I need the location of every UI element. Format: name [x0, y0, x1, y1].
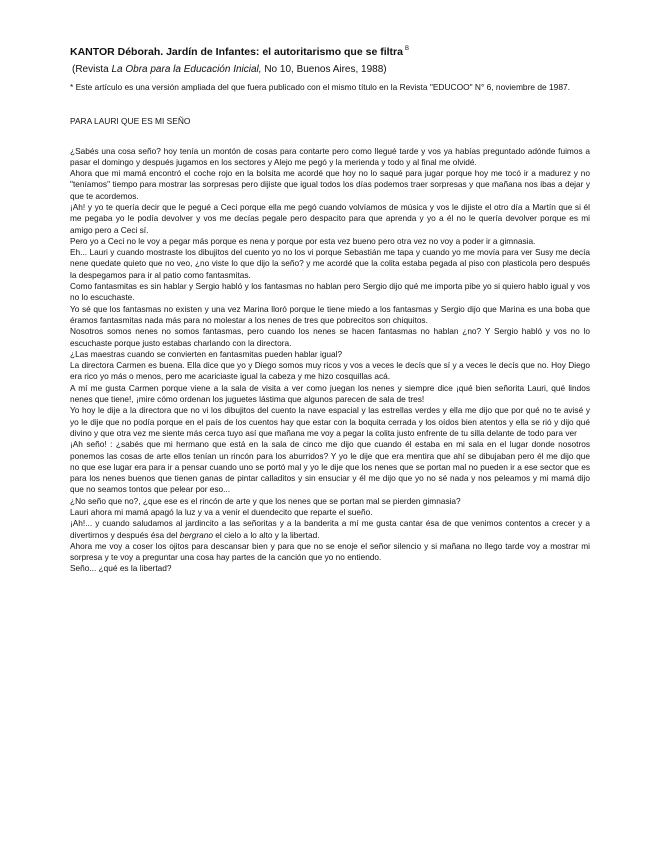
citation-journal: La Obra para la Educación Inicial,	[111, 64, 262, 75]
document-page	[70, 42, 590, 575]
title-note-mark: B	[404, 46, 409, 52]
paragraph: Yo hoy le dije a la directora que no vi los dibujitos del cuento la nave espacial y las estrellas verdes y ella me dijo que por qué no te avisé y yo le dije que no podía porque en el país de los cuentos hay que estar con la boquita cerrada y los oídos bien atentos y ella se rió y dijo qué divino y que otra vez me siente más cerca tuyo así que mañana me voy a pegar la colita justo enfrente de tu silla delante de todo para ver	[70, 405, 590, 438]
paragraph: ¿No seño que no?, ¿que ese es el rincón de arte y que los nenes que se portan mal se pierden gimnasia?	[70, 495, 461, 506]
paragraph: ¿Sabés una cosa seño? hoy tenía un montón de cosas para contarte pero como llegué tarde y vos ya habías preguntado adónde fuimos a pasar el domingo y después jugamos en los sectores y Alejo me pegó y la merienda y todo y al final me olvidé.	[70, 145, 590, 167]
paragraph: Yo sé que los fantasmas no existen y una vez Marina lloró porque le tiene miedo a los fantasmas y Sergio dijo que Marina es una boba que éramos fantasmitas nada más para no molestar a los nenes de tres que pobrecitos son chiquitos.	[70, 303, 590, 325]
footnote: * Este artículo es una versión ampliada del que fuera publicado con el mismo título en la Revista "EDUCOO" N° 6, noviembre de 1987.	[70, 82, 570, 92]
italic-word: bergrano	[179, 529, 213, 540]
paragraph: Ahora me voy a coser los ojitos para descansar bien y para que no se enoje el señor silencio y si mañana no llego tarde voy a mostrar mi sorpresa y te voy a preguntar una cosa hay partes de la canción que yo no entiendo.	[70, 540, 590, 563]
section-heading: PARA LAURI QUE ES MI SEÑO	[70, 115, 191, 126]
title-text: KANTOR Déborah. Jardín de Infantes: el autoritarismo que se filtra	[70, 46, 403, 58]
paragraph: Eh... Lauri y cuando mostraste los dibujitos del cuento yo no los vi porque Sebastián me tapa y cuando yo me movía para ver Susy me decía nene quedate quieto que no veo, ¿no viste lo que dijo la seño? y me acordé que la colita estaba pegada al piso con plasticola pero después la despegamos para ir al patio como fantasmitas.	[70, 247, 590, 280]
citation-prefix: (Revista	[72, 64, 112, 75]
paragraph: Seño... ¿qué es la libertad?	[70, 563, 172, 574]
citation	[72, 63, 590, 76]
paragraph: ¿Las maestras cuando se convierten en fantasmitas pueden hablar igual?	[70, 348, 343, 359]
paragraph: Nosotros somos nenes no somos fantasmas, pero cuando los nenes se hacen fantasmas no hablan ¿no? Y Sergio habló y vos no lo escuchaste porque justo estabas charlando con la directora.	[70, 326, 590, 348]
paragraph: ¡Ah! y yo te quería decir que le pegué a Ceci porque ella me pegó cuando volvíamos de música y vos le dijiste el otro día a Martín que si él me pegaba yo le podía devolver y vos me decías pegale pero despacito para que aprenda y yo a él no le quería devolver porque es mi amigo pero a Ceci sí.	[70, 201, 590, 235]
article-body	[70, 146, 590, 575]
document-title	[70, 42, 590, 59]
paragraph: La directora Carmen es buena. Ella dice que yo y Diego somos muy ricos y vos a veces le decís que sí y a veces le decís que no. Hoy Diego era rico yo más o menos, pero me acariciaste igual la cabeza y me hizo cosquillas acá.	[70, 360, 590, 382]
citation-suffix: No 10, Buenos Aires, 1988)	[261, 64, 387, 75]
paragraph: Como fantasmitas es sin hablar y Sergio habló y los fantasmas no hablan pero Sergio dijo qué me importa pibe yo si quiero hablo igual y vos no lo escuchaste.	[70, 281, 590, 303]
paragraph: ¡Ah seño! : ¿sabés que mi hermano que está en la sala de cinco me dijo que cuando él estaba en mi sala en el lugar donde nosotros ponemos las cosas de arte ellos tenían un rincón para los aburridos? Y yo le dije que era mentira que ahí se dibujaban pero él me dijo que no que ese lugar era para ir a pensar cuando uno se portó mal y yo le dije que los nenes que se portan mal no pueden ir a ese sector que es para los nenes buenos que tienen ganas de pintar calladitos y sin ensuciar y él me dijo que yo no sé nada y nos peleamos y mi mamá dijo que no seamos tontos que pelear por eso...	[70, 439, 590, 495]
paragraph: Pero yo a Ceci no le voy a pegar más porque es nena y porque por esta vez bueno pero otra vez no voy a poder ir a gimnasia.	[70, 235, 536, 246]
paragraph: ¡Ah!... y cuando saludamos al jardincito a las señoritas y a la banderita a mí me gusta cantar ésa de que venimos contentos a crecer y a divertirnos y después ésa del bergrano el cielo a lo alto y la libertad.	[70, 518, 590, 540]
paragraph: A mí me gusta Carmen porque viene a la sala de visita a ver como juegan los nenes y siempre dice ¡qué bien señorita Lauri, qué lindos nenes que tiene!, ¡mire cómo ordenan los juguetes lástima que algunos parecen de sala de tres!	[70, 382, 590, 405]
paragraph: Lauri ahora mi mamá apagó la luz y va a venir el duendecito que reparte el sueño.	[70, 507, 373, 517]
paragraph: Ahora que mi mamá encontró el coche rojo en la bolsita me acordé que hoy no lo saqué para jugar porque hoy me tocó ir a madurez y no "teníamos" tiempo para mostrar las sorpresas pero dijiste que igual todos los días podemos traer sorpresas y que mañana nos ibas a dejar y que te acordemos.	[70, 168, 590, 201]
